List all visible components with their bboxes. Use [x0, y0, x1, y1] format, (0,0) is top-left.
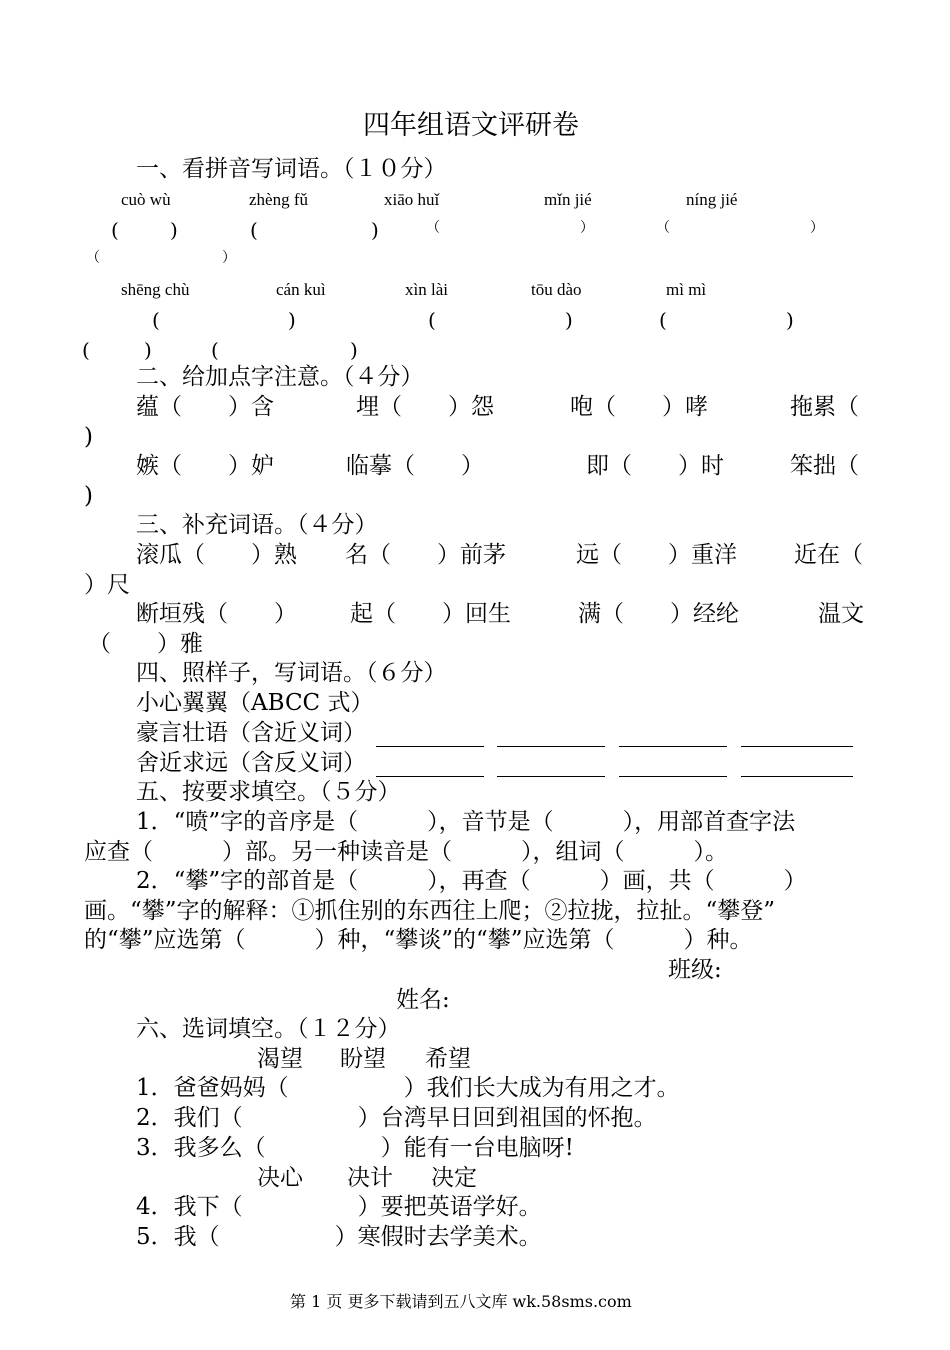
answer-paren: （	[86, 250, 100, 266]
answer-paren: （	[426, 220, 440, 236]
word-choice: 决定	[431, 1165, 477, 1191]
exercise-item: 拖累（	[790, 394, 859, 420]
answer-paren: )	[371, 218, 379, 242]
exercise-item: 温文	[818, 601, 864, 627]
answer-paren: ）	[222, 250, 236, 266]
exercise-item-wrap: )	[84, 483, 93, 509]
exercise-item: 满（ ）经纶	[578, 601, 739, 627]
answer-paren: （	[656, 220, 670, 236]
answer-paren: )	[288, 308, 296, 332]
exercise-item: 埋（ ）怨	[356, 394, 494, 420]
exercise-item: 嫉（ ）妒	[136, 453, 274, 479]
question-text: 应查（ ）部。另一种读音是（ ），组词（ ）。	[84, 839, 728, 865]
answer-paren: ）	[580, 220, 594, 236]
example-item: 小心翼翼（ABCC 式）	[136, 690, 374, 716]
exercise-item: 蕴（ ）含	[136, 394, 274, 420]
pinyin: shēng chù	[121, 280, 190, 299]
exercise-item: 起（ ）回生	[350, 601, 511, 627]
answer-paren: (	[211, 338, 219, 362]
answer-paren: )	[170, 218, 178, 242]
answer-paren: (	[428, 308, 436, 332]
question-text: 4．我下（ ）要把英语学好。	[136, 1194, 542, 1220]
section-2-heading: 二、给加点字注意。（４分）	[136, 364, 424, 390]
answer-paren: ）	[810, 220, 824, 236]
exercise-item: 名（ ）前茅	[345, 542, 506, 568]
answer-paren: (	[152, 308, 160, 332]
question-text: 5．我（ ）寒假时去学美术。	[136, 1224, 542, 1250]
answer-line	[497, 776, 605, 777]
answer-paren: )	[565, 308, 573, 332]
question-text: 1．爸爸妈妈（ ）我们长大成为有用之才。	[136, 1075, 680, 1101]
answer-line	[497, 746, 605, 747]
question-text: 1．“喷”字的音序是（ ），音节是（ ），用部首查字法	[136, 809, 796, 835]
answer-paren: )	[786, 308, 794, 332]
word-choice: 决心	[257, 1165, 303, 1191]
answer-paren: (	[111, 218, 119, 242]
exercise-item: 断垣残（ ）	[136, 601, 297, 627]
name-label: 姓名:	[396, 987, 450, 1013]
word-choice: 希望	[425, 1046, 471, 1072]
section-3-heading: 三、补充词语。（４分）	[136, 512, 378, 538]
answer-line	[741, 746, 853, 747]
pinyin: xiāo huǐ	[384, 190, 440, 209]
page-title: 四年组语文评研卷	[363, 110, 579, 141]
pinyin: zhèng fǔ	[249, 190, 309, 209]
pinyin: xìn lài	[405, 280, 448, 299]
question-text: 3．我多么（ ）能有一台电脑呀!	[136, 1135, 574, 1161]
question-text: 2．我们（ ）台湾早日回到祖国的怀抱。	[136, 1105, 657, 1131]
exercise-item: 临摹（ ）	[346, 453, 484, 479]
pinyin: tōu dào	[531, 280, 582, 299]
word-choice: 渴望	[257, 1046, 303, 1072]
exercise-item-wrap: （ ）雅	[88, 631, 203, 657]
answer-line	[376, 776, 484, 777]
answer-line	[619, 776, 727, 777]
question-text: 画。“攀”字的解释：①抓住别的东西往上爬；②拉拢，拉扯。“攀登”	[84, 898, 776, 924]
section-6-heading: 六、选词填空。（１２分）	[136, 1016, 401, 1042]
answer-paren: )	[144, 338, 152, 362]
class-label: 班级:	[668, 957, 722, 983]
section-4-heading: 四、照样子，写词语。（６分）	[136, 660, 447, 686]
exercise-item: 豪言壮语（含近义词）	[136, 720, 366, 746]
pinyin: cán kuì	[276, 280, 326, 299]
page-footer: 第 1 页 更多下载请到五八文库 wk.58sms.com	[290, 1292, 632, 1311]
answer-line	[619, 746, 727, 747]
answer-paren: (	[82, 338, 90, 362]
answer-paren: (	[250, 218, 258, 242]
word-choice: 决计	[347, 1165, 393, 1191]
exercise-item: 笨拙（	[790, 453, 859, 479]
pinyin: mǐn jié	[544, 190, 592, 209]
answer-line	[741, 776, 853, 777]
answer-paren: )	[350, 338, 358, 362]
section-1-heading: 一、看拼音写词语。（１０分）	[136, 156, 447, 182]
answer-line	[376, 746, 484, 747]
exercise-item: 远（ ）重洋	[576, 542, 737, 568]
exercise-item: 即（ ）时	[586, 453, 724, 479]
pinyin: mì mì	[666, 280, 707, 299]
question-text: 2．“攀”字的部首是（ ），再查（ ）画，共（ ）	[136, 868, 807, 894]
exercise-item: 舍近求远（含反义词）	[136, 750, 366, 776]
section-5-heading: 五、按要求填空。（５分）	[136, 779, 401, 805]
pinyin: níng jié	[686, 190, 738, 209]
exercise-item-wrap: ）尺	[84, 572, 130, 598]
answer-paren: (	[659, 308, 667, 332]
pinyin: cuò wù	[121, 190, 171, 209]
exercise-item-wrap: )	[84, 424, 93, 450]
exercise-item: 咆（ ）哮	[570, 394, 708, 420]
exercise-item: 滚瓜（ ）熟	[136, 542, 297, 568]
word-choice: 盼望	[340, 1046, 386, 1072]
exercise-item: 近在（	[794, 542, 863, 568]
question-text: 的“攀”应选第（ ）种，“攀谈”的“攀”应选第（ ）种。	[84, 927, 753, 953]
